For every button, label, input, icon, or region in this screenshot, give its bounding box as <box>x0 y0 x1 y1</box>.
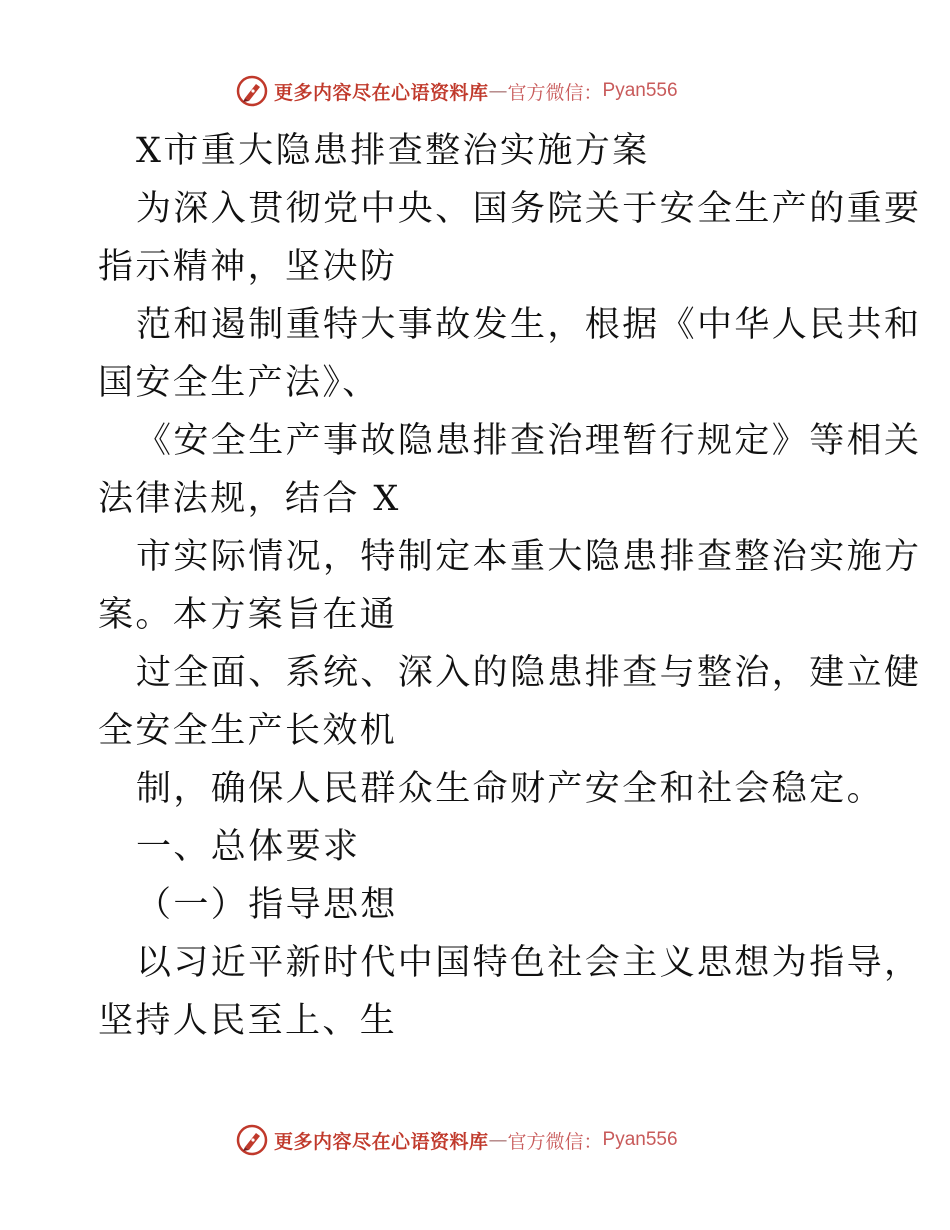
watermark-wechat-label: 官方微信： <box>507 81 603 104</box>
paragraph-line: 指示精神，坚决防 <box>98 247 398 287</box>
paragraph-line: 坚持人民至上、生 <box>98 1001 398 1041</box>
watermark-dash: — <box>488 1129 508 1151</box>
subsection-heading: （一）指导思想 <box>136 885 398 925</box>
watermark-wechat-id: Pyan556 <box>602 80 678 101</box>
paragraph-line: 制，确保人民群众生命财产安全和社会稳定。 <box>136 769 885 809</box>
paragraph-line: 《安全生产事故隐患排查治理暂行规定》等相关 <box>136 421 922 461</box>
paragraph-line: 范和遏制重特大事故发生，根据《中华人民共和 <box>136 305 922 345</box>
watermark-wechat-id: Pyan556 <box>602 1129 678 1150</box>
paragraph-line: 为深入贯彻党中央、国务院关于安全生产的重要 <box>136 189 922 229</box>
footer-watermark <box>236 1123 678 1157</box>
paragraph-line: 法律法规，结合 X <box>98 479 401 519</box>
paragraph-line: 过全面、系统、深入的隐患排查与整治，建立健 <box>136 653 922 693</box>
watermark-main-text: 更多内容尽在心语资料库 <box>274 81 489 104</box>
watermark-main-text: 更多内容尽在心语资料库 <box>274 1130 489 1153</box>
watermark-dash: — <box>488 80 508 102</box>
paragraph-line: 案。本方案旨在通 <box>98 595 398 635</box>
paragraph-line: 国安全生产法》、 <box>98 363 380 403</box>
section-heading: 一、总体要求 <box>136 827 361 867</box>
paragraph-line: 全安全生产长效机 <box>98 711 398 751</box>
pen-nib-logo-icon <box>236 1124 268 1156</box>
paragraph-line: 以习近平新时代中国特色社会主义思想为指导， <box>136 943 922 983</box>
pen-nib-logo-icon <box>236 75 268 107</box>
document-title: X市重大隐患排查整治实施方案 <box>136 131 650 171</box>
header-watermark <box>236 74 678 108</box>
watermark-wechat-label: 官方微信： <box>507 1130 603 1153</box>
paragraph-line: 市实际情况，特制定本重大隐患排查整治实施方 <box>136 537 922 577</box>
